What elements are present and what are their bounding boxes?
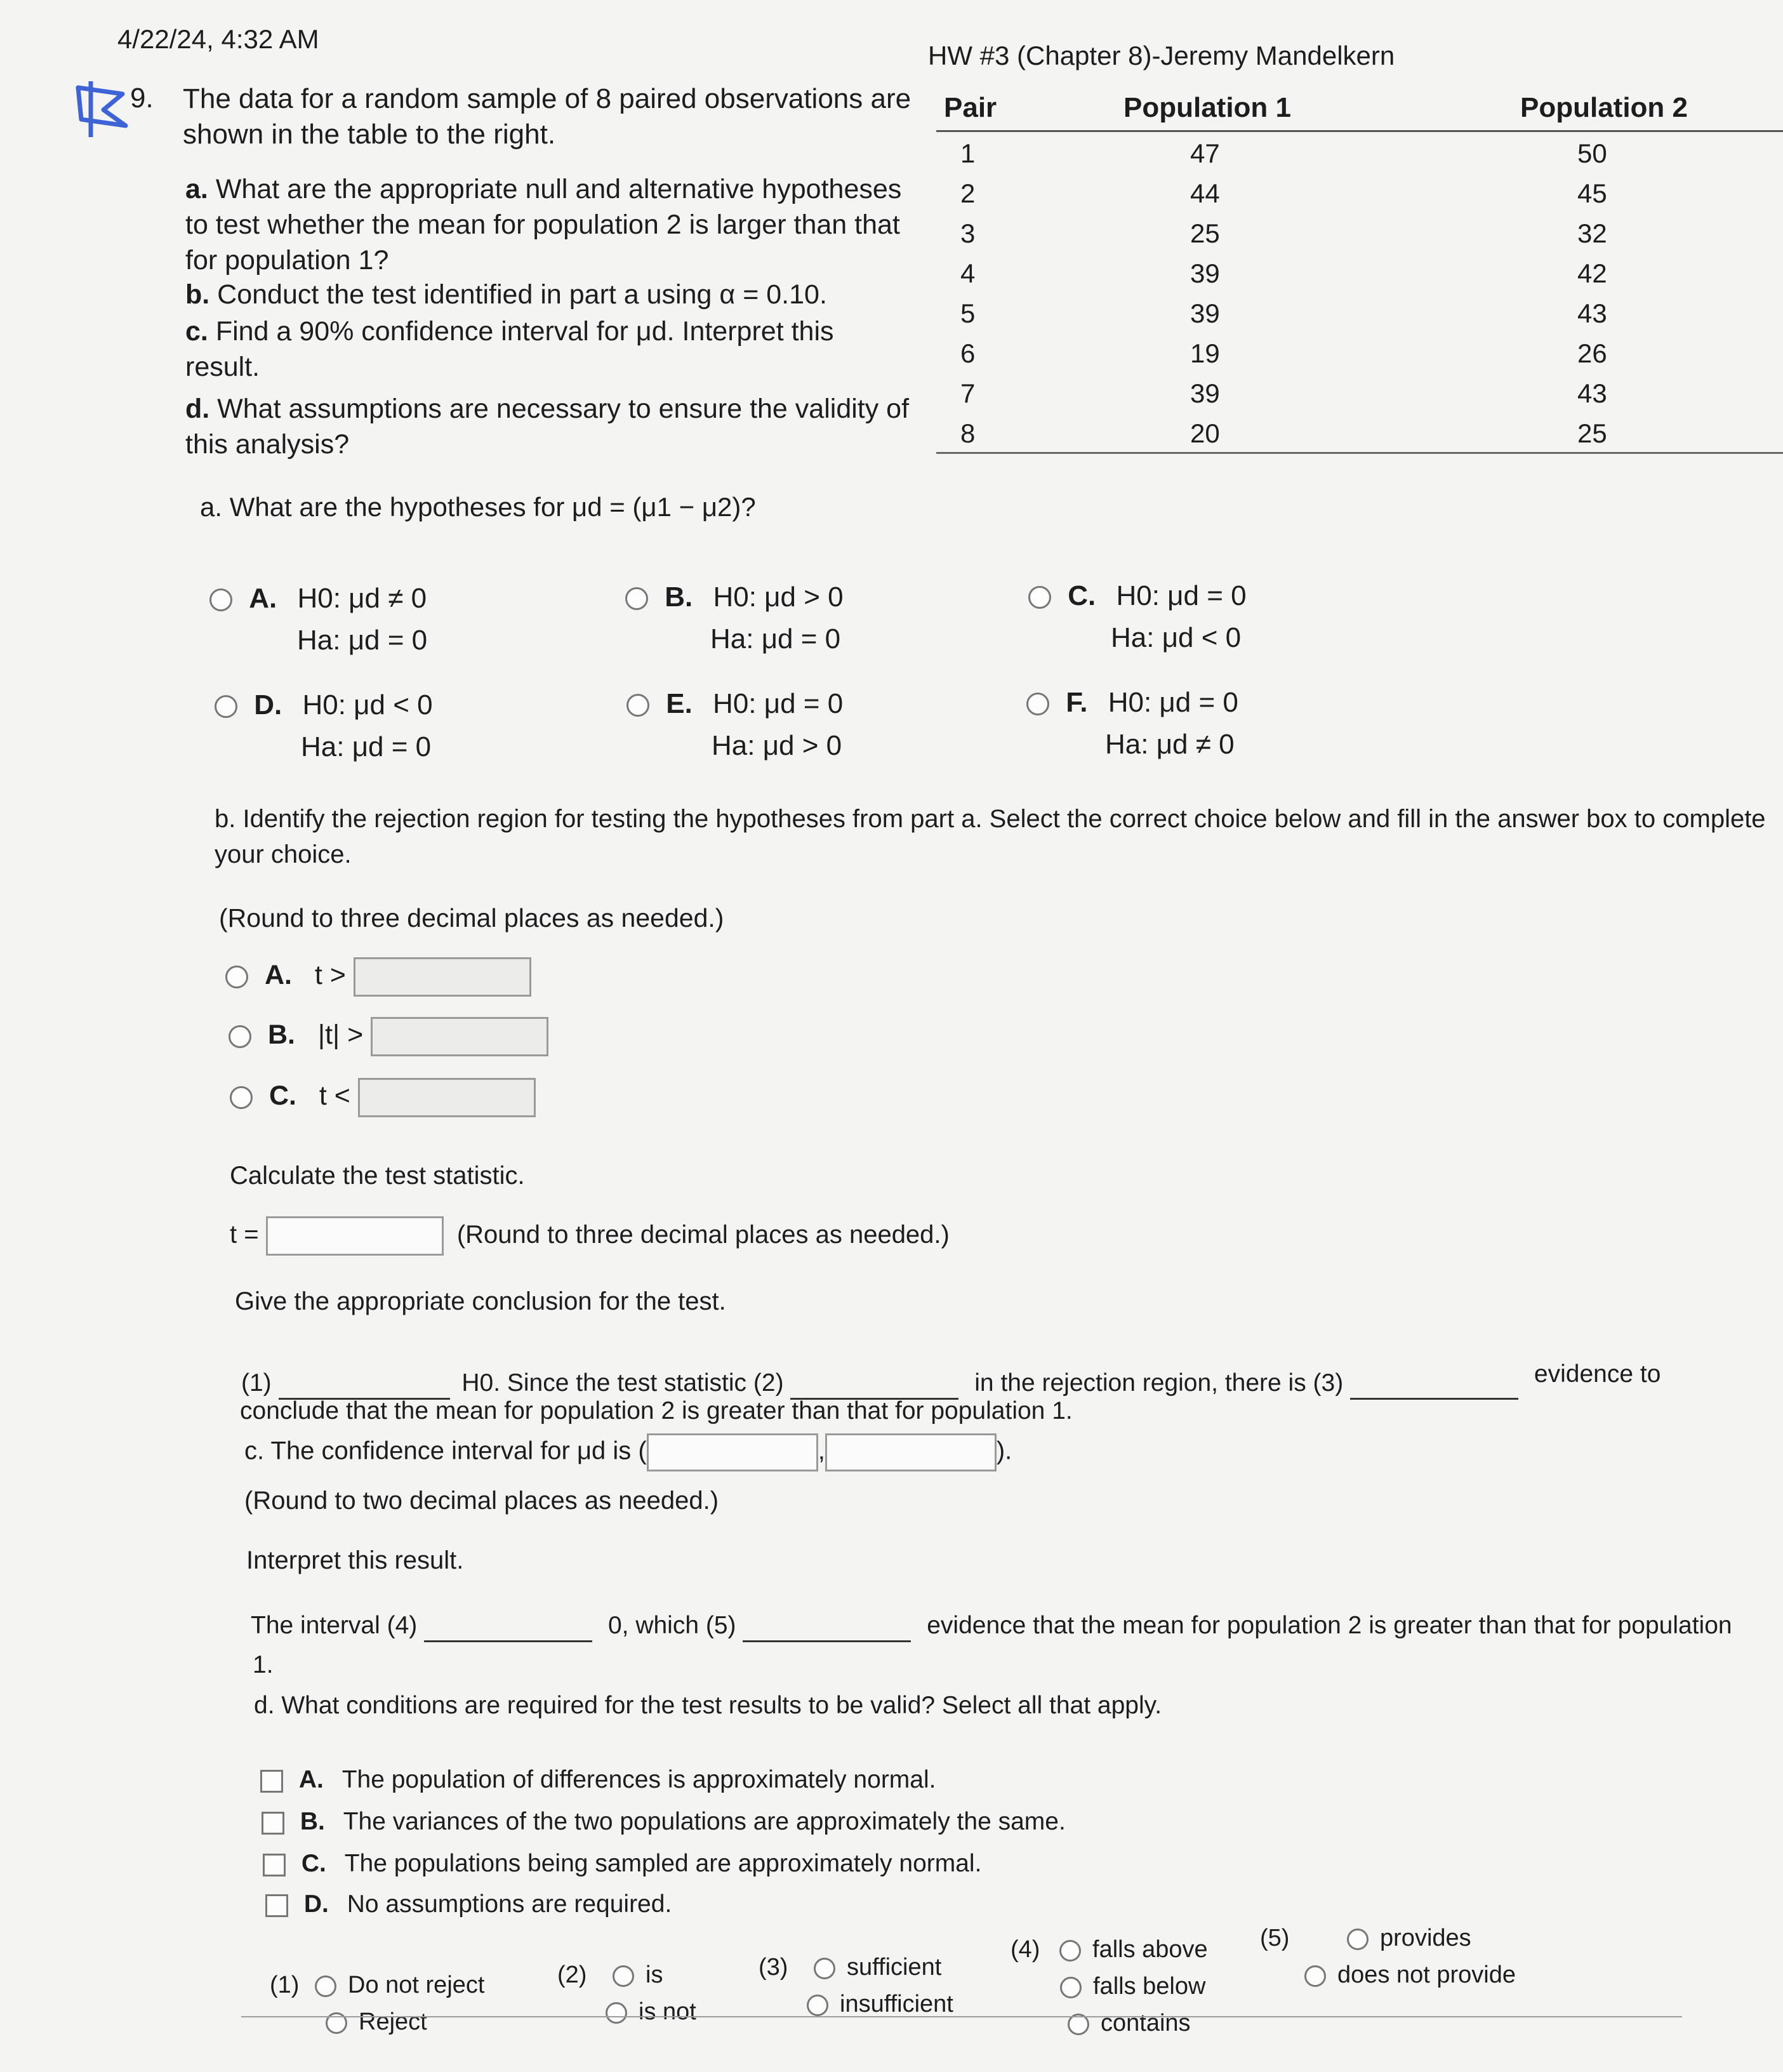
pair-cell: 7	[960, 378, 976, 408]
radio-button[interactable]	[225, 966, 248, 988]
hypothesis-option-f[interactable]	[1026, 682, 1238, 766]
option-letter: A.	[264, 960, 292, 991]
population-2-cell: 26	[1577, 338, 1607, 368]
part-letter: d.	[185, 394, 210, 424]
table-bottom-rule	[936, 452, 1783, 454]
dropdown-group-1	[270, 1967, 484, 2040]
radio-button[interactable]	[209, 588, 232, 611]
t-statistic-row	[230, 1216, 950, 1256]
part-a-prompt: a. What are the hypotheses for μd = (μ1 − μ2)?	[200, 492, 756, 522]
ci-close: ).	[996, 1437, 1012, 1465]
dropdown-blank-5[interactable]	[743, 1640, 911, 1642]
dropdown-number: (4)	[1011, 1936, 1040, 1963]
dropdown-option[interactable]: Do not reject	[348, 1972, 485, 1998]
option-letter: A.	[298, 1766, 324, 1793]
option-letter: B.	[267, 1019, 295, 1051]
dropdown-blank-3[interactable]	[1350, 1398, 1518, 1400]
interpretation-sentence-end: 1.	[253, 1651, 274, 1678]
h0-text: H0: μd = 0	[713, 688, 844, 719]
ci-prompt: c. The confidence interval for μd is (	[244, 1437, 647, 1465]
ha-text: Ha: μd > 0	[712, 730, 842, 761]
question-part-a	[185, 171, 915, 278]
option-letter: C.	[268, 1080, 296, 1112]
t-round-note: (Round to three decimal places as needed.)	[456, 1220, 950, 1249]
table-row	[936, 252, 1783, 292]
population-1-cell: 25	[1190, 218, 1220, 248]
table-row	[936, 172, 1783, 212]
part-text: What assumptions are necessary to ensure the validity of this analysis?	[185, 394, 910, 460]
sentence-text: H0. Since the test statistic (2)	[461, 1369, 784, 1397]
table-row	[936, 212, 1783, 252]
radio-button[interactable]	[1026, 693, 1049, 715]
option-expr: |t| >	[317, 1019, 364, 1051]
dropdown-group-4	[1011, 1931, 1208, 2042]
population-1-cell: 39	[1190, 378, 1220, 408]
dropdown-option[interactable]: falls below	[1093, 1973, 1206, 2000]
sentence-text: evidence that the mean for population 2 is greater than that for population	[927, 1612, 1732, 1639]
question-part-c	[185, 314, 915, 385]
interpret-label: Interpret this result.	[246, 1546, 464, 1574]
ha-text: Ha: μd ≠ 0	[1105, 729, 1235, 760]
option-letter: F.	[1066, 687, 1088, 718]
ha-text: Ha: μd = 0	[297, 625, 428, 656]
part-text: Find a 90% confidence interval for μd. Interpret this result.	[185, 316, 834, 382]
dropdown-group-5	[1260, 1920, 1516, 1993]
radio-button[interactable]	[229, 1025, 251, 1048]
h0-text: H0: μd < 0	[302, 689, 433, 721]
table-row	[936, 372, 1783, 412]
dropdown-number: (5)	[1260, 1925, 1290, 1951]
option-text: The populations being sampled are approximately normal.	[344, 1850, 982, 1877]
hypothesis-option-a[interactable]	[209, 578, 427, 661]
option-letter: D.	[254, 689, 282, 721]
part-text: Conduct the test identified in part a using α = 0.10.	[217, 279, 827, 310]
calc-label: Calculate the test statistic.	[230, 1162, 525, 1190]
sentence-text: 0, which (5)	[607, 1612, 736, 1639]
question-number: 9.	[130, 83, 154, 114]
column-header: Pair	[944, 92, 997, 123]
option-letter: C.	[301, 1850, 326, 1877]
option-letter: B.	[300, 1808, 325, 1835]
table-row	[936, 132, 1783, 172]
dropdown-option[interactable]: does not provide	[1337, 1962, 1516, 1988]
population-2-cell: 32	[1577, 218, 1607, 248]
table-row	[936, 332, 1783, 372]
hypothesis-option-b[interactable]	[625, 576, 844, 660]
conclusion-sentence-line1	[241, 1358, 1660, 1400]
ci-round-note: (Round to two decimal places as needed.)	[244, 1487, 719, 1515]
dropdown-option[interactable]: Reject	[359, 2009, 427, 2035]
part-b-prompt: b. Identify the rejection region for testing the hypotheses from part a. Select the correct choice below and fill in the answer box to complete your choice.	[215, 805, 1766, 868]
checkbox[interactable]	[260, 1770, 283, 1793]
sentence-text: in the rejection region, there is (3)	[974, 1369, 1344, 1397]
h0-text: H0: μd ≠ 0	[297, 583, 427, 614]
population-2-cell: 50	[1577, 138, 1607, 168]
question-part-b	[185, 277, 915, 312]
dropdown-number: (2)	[557, 1962, 587, 1988]
h0-text: H0: μd > 0	[713, 581, 844, 613]
population-1-cell: 39	[1190, 258, 1220, 288]
interpretation-sentence	[251, 1610, 1732, 1642]
population-1-cell: 39	[1190, 298, 1220, 328]
checkbox[interactable]	[265, 1894, 288, 1917]
hypothesis-option-c[interactable]	[1028, 575, 1247, 659]
table-header	[936, 86, 1783, 132]
dropdown-option[interactable]: contains	[1101, 2010, 1191, 2036]
population-1-cell: 20	[1190, 418, 1220, 448]
pair-cell: 6	[960, 338, 976, 368]
radio-button[interactable]	[1059, 1940, 1081, 1962]
population-2-cell: 43	[1577, 298, 1607, 328]
rejection-option-c[interactable]	[230, 1078, 536, 1117]
column-header: Population 1	[1123, 92, 1291, 123]
population-1-cell: 47	[1190, 138, 1220, 168]
ha-text: Ha: μd < 0	[1111, 622, 1242, 653]
radio-button[interactable]	[626, 694, 649, 717]
dropdown-option[interactable]: is not	[639, 1998, 696, 2025]
population-2-cell: 42	[1577, 258, 1607, 288]
radio-button[interactable]	[613, 1965, 634, 1987]
radio-button[interactable]	[215, 695, 237, 718]
population-1-cell: 19	[1190, 338, 1220, 368]
ci-upper-input[interactable]	[825, 1433, 997, 1471]
h0-text: H0: μd = 0	[1108, 687, 1238, 718]
blank-label: (1)	[241, 1369, 272, 1397]
dropdown-blank-4[interactable]	[424, 1640, 592, 1642]
dropdown-group-3	[759, 1949, 953, 2022]
hypothesis-option-d[interactable]	[215, 684, 433, 768]
rejection-value-input[interactable]	[354, 957, 531, 997]
option-letter: A.	[249, 583, 277, 614]
t-statistic-input[interactable]	[266, 1216, 444, 1256]
sentence-text: evidence to	[1534, 1360, 1661, 1388]
radio-button[interactable]	[1304, 1965, 1326, 1987]
option-letter: B.	[665, 581, 693, 613]
part-letter: b.	[185, 279, 210, 310]
radio-button[interactable]	[606, 2002, 627, 2024]
rejection-value-input[interactable]	[358, 1078, 536, 1117]
radio-button[interactable]	[315, 1976, 336, 1997]
radio-button[interactable]	[814, 1958, 835, 1979]
ci-lower-input[interactable]	[647, 1433, 818, 1471]
confidence-interval-row: c. The confidence interval for μd is ( , ).	[244, 1433, 1012, 1471]
radio-button[interactable]	[807, 1995, 828, 2016]
table-body	[936, 132, 1783, 452]
option-letter: C.	[1068, 580, 1096, 611]
h0-text: H0: μd = 0	[1116, 580, 1247, 611]
bottom-divider	[241, 2016, 1682, 2017]
population-2-cell: 25	[1577, 418, 1607, 448]
checkbox[interactable]	[263, 1854, 286, 1876]
assignment-title: HW #3 (Chapter 8)-Jeremy Mandelkern	[928, 41, 1395, 70]
pair-cell: 1	[960, 138, 976, 168]
pair-cell: 2	[960, 178, 976, 208]
dropdown-option[interactable]: insufficient	[840, 1991, 953, 2017]
radio-button[interactable]	[1347, 1929, 1369, 1950]
ha-text: Ha: μd = 0	[710, 623, 841, 654]
condition-option-a[interactable]	[260, 1766, 936, 1794]
radio-button[interactable]	[230, 1086, 253, 1109]
table-row	[936, 412, 1783, 452]
part-letter: c.	[185, 316, 208, 347]
conclusion-sentence-line2: conclude that the mean for population 2 is greater than that for population 1.	[240, 1397, 1073, 1424]
flag-icon[interactable]	[69, 75, 138, 138]
rejection-value-input[interactable]	[371, 1017, 548, 1056]
radio-button[interactable]	[625, 587, 648, 610]
question-stem: The data for a random sample of 8 paired observations are shown in the table to the right.	[183, 83, 911, 150]
dropdown-option[interactable]: is	[646, 1962, 663, 1988]
timestamp: 4/22/24, 4:32 AM	[117, 24, 319, 54]
condition-option-c[interactable]	[263, 1850, 981, 1878]
t-label: t =	[230, 1220, 259, 1249]
round-note: (Round to three decimal places as needed.)	[219, 903, 724, 933]
question-part-d	[185, 391, 915, 462]
rejection-option-b[interactable]	[229, 1017, 548, 1056]
dropdown-number: (1)	[270, 1972, 300, 1998]
table-row	[936, 292, 1783, 332]
part-d-prompt: d. What conditions are required for the test results to be valid? Select all that apply.	[254, 1692, 1162, 1719]
pair-cell: 4	[960, 258, 976, 288]
pair-cell: 8	[960, 418, 976, 448]
hypothesis-option-e[interactable]	[626, 683, 843, 767]
condition-option-b[interactable]	[262, 1808, 1066, 1836]
option-letter: D.	[303, 1890, 329, 1918]
dropdown-option[interactable]: sufficient	[847, 1954, 942, 1981]
option-text: The population of differences is approximately normal.	[341, 1766, 936, 1793]
condition-option-d[interactable]	[265, 1890, 672, 1918]
pair-cell: 5	[960, 298, 976, 328]
ha-text: Ha: μd = 0	[301, 731, 432, 762]
conclusion-label: Give the appropriate conclusion for the test.	[235, 1287, 726, 1315]
population-1-cell: 44	[1190, 178, 1220, 208]
dropdown-group-2	[557, 1956, 696, 2030]
column-header: Population 2	[1520, 92, 1688, 123]
option-letter: E.	[666, 688, 693, 719]
checkbox[interactable]	[262, 1812, 284, 1835]
rejection-option-a[interactable]	[225, 957, 531, 997]
part-text: What are the appropriate null and alternative hypotheses to test whether the mean for population 2 is larger than that for population 1?	[185, 174, 902, 276]
pair-cell: 3	[960, 218, 976, 248]
option-expr: t <	[319, 1080, 350, 1112]
sentence-text: The interval (4)	[251, 1612, 418, 1639]
option-expr: t >	[314, 960, 346, 991]
dropdown-option[interactable]: provides	[1380, 1925, 1471, 1951]
population-2-cell: 45	[1577, 178, 1607, 208]
dropdown-option[interactable]: falls above	[1092, 1936, 1208, 1963]
option-text: The variances of the two populations are approximately the same.	[343, 1808, 1066, 1835]
option-text: No assumptions are required.	[347, 1890, 672, 1918]
radio-button[interactable]	[1028, 586, 1051, 609]
data-table	[936, 86, 1783, 454]
radio-button[interactable]	[1060, 1977, 1082, 1998]
part-letter: a.	[185, 174, 208, 204]
dropdown-number: (3)	[759, 1954, 788, 1981]
population-2-cell: 43	[1577, 378, 1607, 408]
